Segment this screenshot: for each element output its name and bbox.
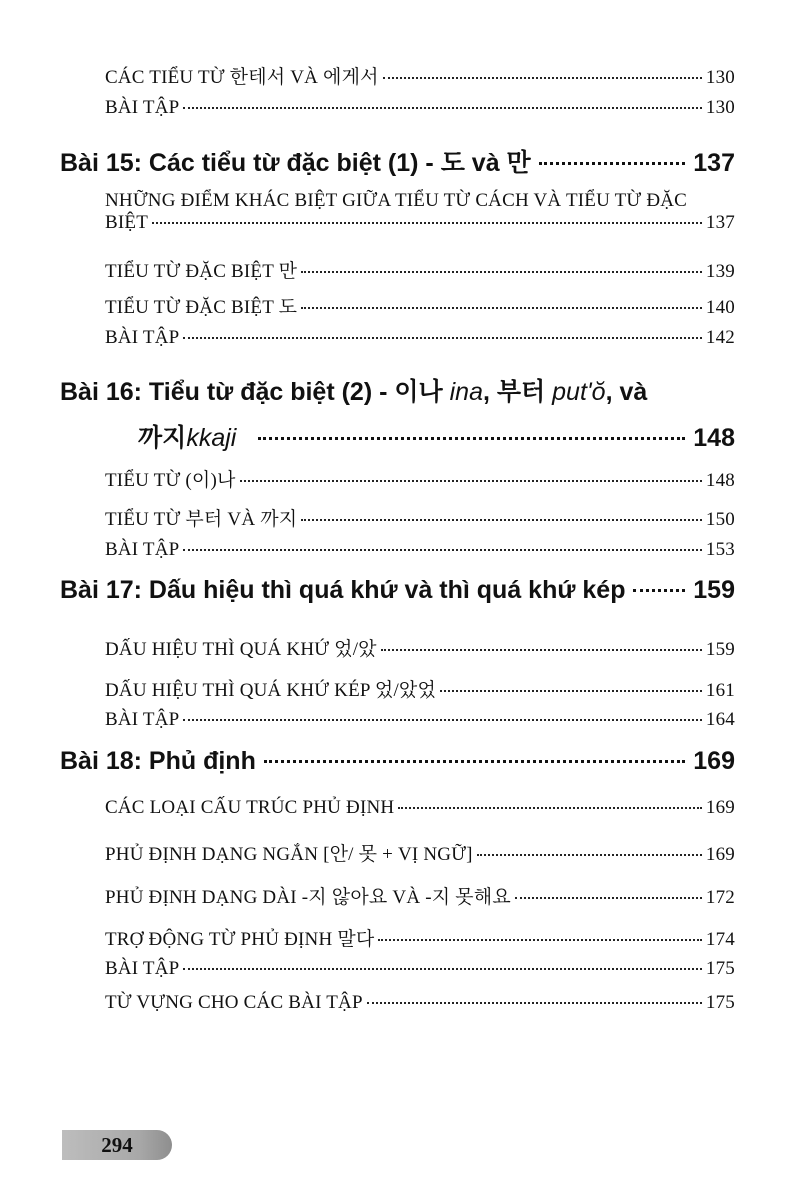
entry-title: TIỂU TỪ 부터 VÀ 까지 [105, 509, 298, 530]
page-number-badge [62, 1130, 172, 1160]
entry-title: BÀI TẬP [105, 539, 180, 560]
leader-dots [367, 1002, 702, 1004]
leader-dots [301, 519, 702, 521]
romanization-kkaji: kkaji [186, 424, 237, 452]
leader-dots [152, 222, 702, 224]
toc-entry [105, 97, 735, 119]
entry-title-line2: BIỆT [105, 212, 149, 233]
leader-dots [183, 337, 701, 339]
entry-title: TRỢ ĐỘNG TỪ PHỦ ĐỊNH 말다 [105, 929, 375, 950]
romanization-ina: ina [449, 378, 483, 406]
entry-page: 148 [705, 470, 735, 491]
entry-page: 169 [705, 844, 735, 865]
toc-entry [105, 797, 735, 819]
entry-page: 139 [705, 261, 735, 282]
entry-page: 172 [705, 887, 735, 908]
toc-entry [105, 256, 735, 283]
leader-dots [398, 807, 702, 809]
toc-entry [105, 465, 735, 492]
chapter-title-part: , 부터 [483, 378, 553, 406]
entry-page: 161 [705, 680, 735, 701]
chapter-title-part: 까지 [138, 424, 187, 452]
entry-title: TIỂU TỪ ĐẶC BIỆT 만 [105, 261, 298, 282]
entry-page: 142 [705, 327, 735, 348]
toc-entry [105, 292, 735, 319]
entry-page: 140 [705, 297, 735, 318]
chapter-title: Bài 18: Phủ định [60, 747, 256, 775]
leader-dots [183, 719, 701, 721]
toc-entry [105, 539, 735, 561]
entry-page: 169 [705, 797, 735, 818]
leader-dots [301, 271, 702, 273]
entry-title-line1: NHỮNG ĐIỂM KHÁC BIỆT GIỮA TIỂU TỪ CÁCH VÀ TIỂU TỪ ĐẶC [105, 190, 688, 211]
entry-title: DẤU HIỆU THÌ QUÁ KHỨ KÉP 었/았었 [105, 680, 437, 701]
leader-dots [240, 480, 702, 482]
chapter-page: 137 [693, 149, 735, 177]
leader-dots [381, 649, 702, 651]
toc-entry [105, 62, 735, 89]
toc-entry [105, 992, 735, 1014]
entry-page: 130 [705, 67, 735, 88]
leader-dots [183, 968, 701, 970]
entry-title: PHỦ ĐỊNH DẠNG NGẮN [안/ 못 + VỊ NGỮ] [105, 844, 473, 865]
entry-title: CÁC TIỂU TỪ 한테서 VÀ 에게서 [105, 67, 379, 88]
page-number: 294 [101, 1132, 133, 1157]
leader-dots [633, 589, 685, 592]
chapter-heading-15 [60, 143, 735, 179]
leader-dots [383, 77, 702, 79]
entry-title: BÀI TẬP [105, 97, 180, 118]
entry-title: TỪ VỰNG CHO CÁC BÀI TẬP [105, 992, 363, 1013]
entry-page: 130 [705, 97, 735, 118]
chapter-heading-18 [60, 747, 735, 776]
entry-title: TIỂU TỪ (이)나 [105, 470, 236, 491]
romanization-putto: put'ŏ [552, 378, 606, 406]
chapter-page: 148 [693, 424, 735, 452]
toc-entry [105, 190, 735, 234]
chapter-title-part: , và [605, 378, 648, 406]
entry-title: BÀI TẬP [105, 327, 180, 348]
toc-entry [105, 839, 735, 866]
entry-title: BÀI TẬP [105, 958, 180, 979]
leader-dots [515, 897, 702, 899]
leader-dots [183, 549, 701, 551]
chapter-heading-17 [60, 576, 735, 605]
leader-dots [258, 437, 685, 440]
entry-title: DẤU HIỆU THÌ QUÁ KHỨ 었/았 [105, 639, 377, 660]
toc-entry [105, 675, 735, 702]
entry-line2 [105, 212, 735, 234]
chapter-heading-16 [60, 372, 735, 454]
entry-page: 150 [705, 509, 735, 530]
chapter-page: 169 [693, 747, 735, 775]
entry-page: 174 [705, 929, 735, 950]
toc-entry [105, 504, 735, 531]
leader-dots [264, 760, 685, 763]
leader-dots [183, 107, 701, 109]
entry-page: 159 [705, 639, 735, 660]
leader-dots [539, 162, 686, 165]
toc-entry [105, 634, 735, 661]
toc-entry [105, 924, 735, 951]
entry-title: BÀI TẬP [105, 709, 180, 730]
chapter-title-line1 [60, 372, 735, 408]
chapter-page: 159 [693, 576, 735, 604]
chapter-title: Bài 15: Các tiểu từ đặc biệt (1) - 도 và 만 [60, 149, 531, 177]
chapter-title: Bài 17: Dấu hiệu thì quá khứ và thì quá khứ kép [60, 576, 626, 604]
chapter-title-line2 [138, 418, 735, 454]
toc-entry [105, 958, 735, 980]
entry-page: 153 [705, 539, 735, 560]
entry-page: 175 [705, 958, 735, 979]
leader-dots [440, 690, 702, 692]
toc-entry [105, 709, 735, 731]
leader-dots [378, 939, 701, 941]
entry-page: 137 [705, 212, 735, 233]
entry-page: 175 [705, 992, 735, 1013]
entry-title: TIỂU TỪ ĐẶC BIỆT 도 [105, 297, 298, 318]
entry-title: CÁC LOẠI CẤU TRÚC PHỦ ĐỊNH [105, 797, 395, 818]
entry-title: PHỦ ĐỊNH DẠNG DÀI -지 않아요 VÀ -지 못해요 [105, 887, 511, 908]
entry-page: 164 [705, 709, 735, 730]
chapter-title-part: Bài 16: Tiểu từ đặc biệt (2) - 이나 [60, 378, 450, 406]
leader-dots [477, 854, 702, 856]
toc-entry [105, 327, 735, 349]
leader-dots [301, 307, 702, 309]
toc-entry [105, 882, 735, 909]
